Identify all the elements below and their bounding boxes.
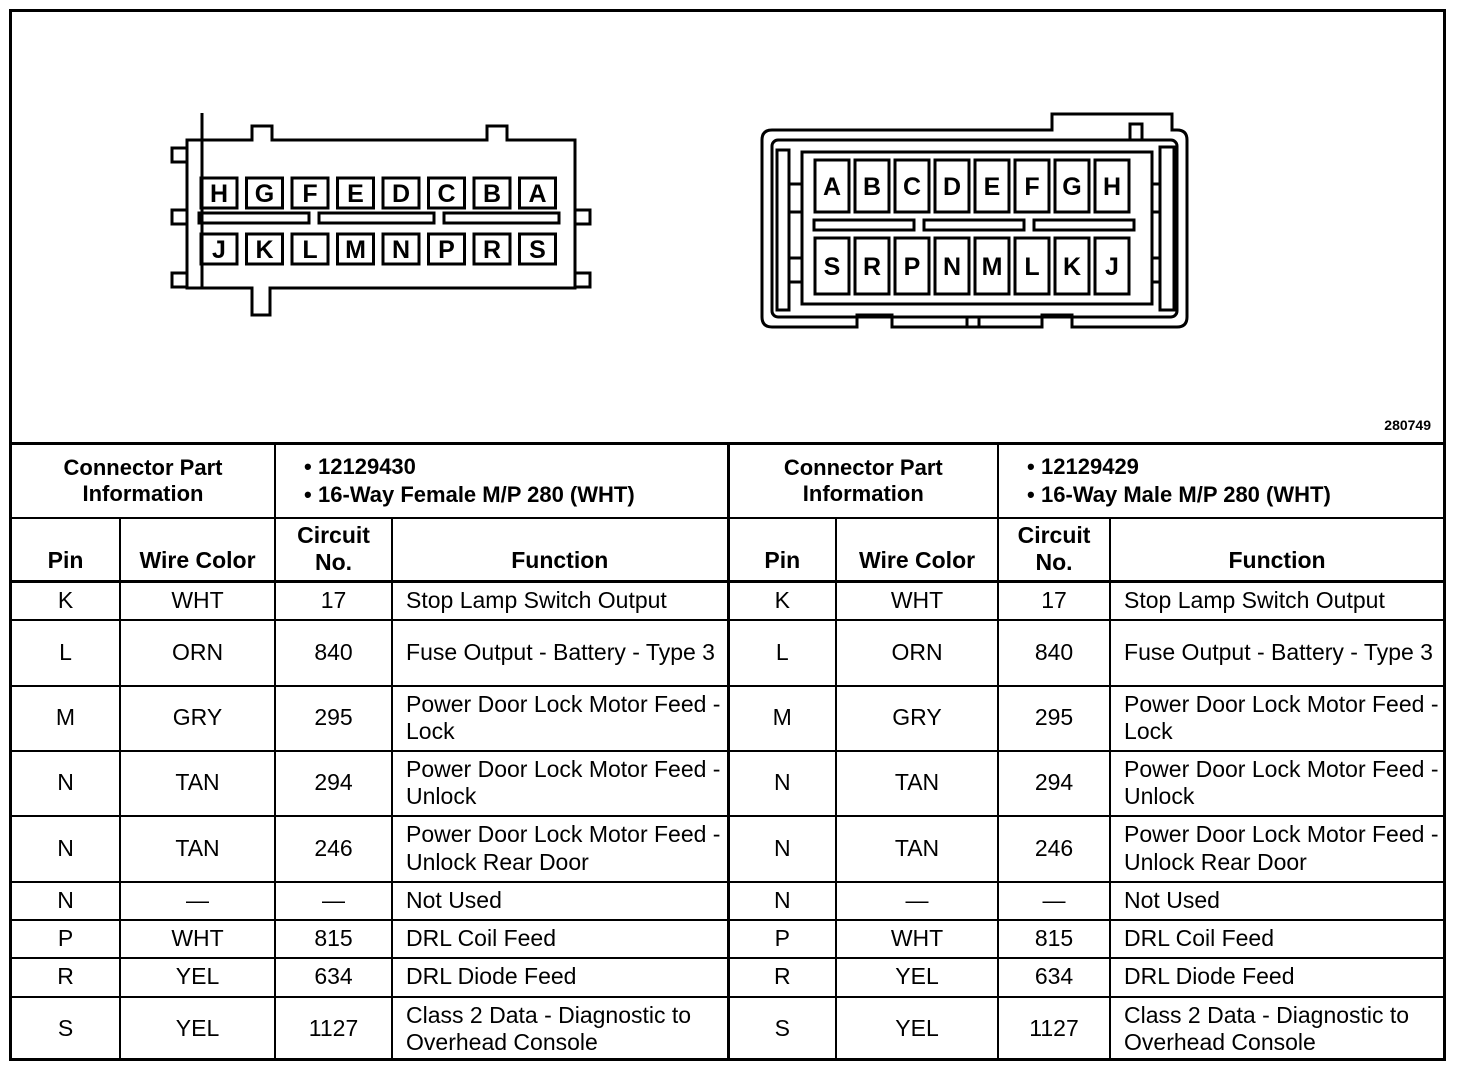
female-pin-bottom-label: N xyxy=(391,236,411,264)
connector-illustrations xyxy=(12,12,1443,442)
left-circuit-cell: 840 xyxy=(275,620,392,686)
left-function-cell: Not Used xyxy=(392,882,728,920)
male-pin-bottom-label: K xyxy=(1062,253,1082,281)
table-row xyxy=(12,882,1443,920)
male-pin-bottom xyxy=(1015,238,1049,294)
male-pin-bottom-label: N xyxy=(942,253,962,281)
female-pin-top-label: B xyxy=(482,180,502,208)
right-wire-color-header: Wire Color xyxy=(836,518,998,582)
left-pin-cell: N xyxy=(12,816,120,882)
left-pin-header: Pin xyxy=(12,518,120,582)
pinout-rows xyxy=(12,582,1443,1061)
male-pin-top xyxy=(935,160,969,212)
column-header-row xyxy=(12,518,1443,582)
right-circuit-cell: 1127 xyxy=(998,997,1110,1061)
left-pin-cell: N xyxy=(12,751,120,816)
left-wire-color-cell: — xyxy=(120,882,275,920)
female-pin-top xyxy=(201,178,237,208)
right-part-number: • 12129429 xyxy=(999,454,1443,480)
female-pin-top xyxy=(383,178,419,208)
right-function-cell: DRL Coil Feed xyxy=(1110,920,1443,958)
right-function-cell: DRL Diode Feed xyxy=(1110,958,1443,997)
right-wire-color-cell: YEL xyxy=(836,997,998,1061)
male-pin-bottom xyxy=(1055,238,1089,294)
right-pin-cell: S xyxy=(728,997,836,1061)
right-wire-color-cell: TAN xyxy=(836,751,998,816)
female-pin-bottom-label: L xyxy=(302,236,318,264)
left-circuit-cell: 815 xyxy=(275,920,392,958)
male-pin-bottom xyxy=(815,238,849,294)
left-circuit-cell: 1127 xyxy=(275,997,392,1061)
right-wire-color-cell: GRY xyxy=(836,686,998,751)
left-wire-color-cell: WHT xyxy=(120,920,275,958)
right-part-info xyxy=(998,444,1443,518)
male-pin-top-label: B xyxy=(862,173,882,201)
left-part-number: • 12129430 xyxy=(276,454,727,480)
left-part-info xyxy=(275,444,728,518)
right-wire-color-cell: WHT xyxy=(836,920,998,958)
right-circuit-cell: — xyxy=(998,882,1110,920)
male-pin-top xyxy=(855,160,889,212)
right-pin-cell: N xyxy=(728,751,836,816)
female-pin-bottom-label: R xyxy=(482,236,502,264)
male-pin-top-label: G xyxy=(1062,173,1082,201)
left-circuit-cell: 294 xyxy=(275,751,392,816)
female-pin-bottom xyxy=(338,234,374,264)
female-pin-bottom xyxy=(201,234,237,264)
left-function-cell: Fuse Output - Battery - Type 3 xyxy=(392,620,728,686)
right-pin-cell: L xyxy=(728,620,836,686)
male-pin-top-label: D xyxy=(942,173,962,201)
female-pin-top-label: C xyxy=(437,180,456,208)
right-connector-description: • 16-Way Male M/P 280 (WHT) xyxy=(999,482,1443,508)
right-function-cell: Power Door Lock Motor Feed - Lock xyxy=(1110,686,1443,751)
female-pin-bottom xyxy=(474,234,510,264)
left-pin-cell: K xyxy=(12,582,120,620)
female-pin-top xyxy=(247,178,283,208)
male-pin-top xyxy=(1055,160,1089,212)
right-function-header: Function xyxy=(1110,518,1443,582)
right-circuit-cell: 17 xyxy=(998,582,1110,620)
male-pin-top-label: A xyxy=(822,173,842,201)
female-pin-top-label: E xyxy=(347,180,364,208)
right-wire-color-cell: ORN xyxy=(836,620,998,686)
right-function-cell: Power Door Lock Motor Feed - Unlock Rear Door xyxy=(1110,816,1443,882)
female-pin-top xyxy=(429,178,465,208)
table-row xyxy=(12,620,1443,686)
left-circuit-cell: — xyxy=(275,882,392,920)
figure-number: 280749 xyxy=(1384,417,1431,433)
right-circuit-cell: 246 xyxy=(998,816,1110,882)
male-pin-bottom-label: P xyxy=(903,253,921,281)
male-pin-bottom xyxy=(895,238,929,294)
female-pin-top xyxy=(338,178,374,208)
female-connector-pins xyxy=(201,178,556,264)
left-pin-cell: P xyxy=(12,920,120,958)
male-pin-bottom xyxy=(935,238,969,294)
left-function-header: Function xyxy=(392,518,728,582)
female-pin-top-label: D xyxy=(391,180,411,208)
right-pin-cell: P xyxy=(728,920,836,958)
right-circuit-header: Circuit No. xyxy=(998,518,1110,582)
left-circuit-cell: 17 xyxy=(275,582,392,620)
right-pin-cell: N xyxy=(728,816,836,882)
table-row xyxy=(12,997,1443,1061)
left-wire-color-cell: ORN xyxy=(120,620,275,686)
female-pin-top-label: G xyxy=(254,180,275,208)
female-pin-bottom xyxy=(292,234,328,264)
male-pin-bottom-label: L xyxy=(1024,253,1040,281)
male-pin-bottom-label: M xyxy=(981,253,1003,281)
female-pin-top-label: A xyxy=(528,180,547,208)
male-pin-top-label: H xyxy=(1102,173,1122,201)
male-pin-top xyxy=(895,160,929,212)
female-pin-top xyxy=(474,178,510,208)
table-row xyxy=(12,686,1443,751)
right-wire-color-cell: YEL xyxy=(836,958,998,997)
table-row xyxy=(12,920,1443,958)
connector-info-row xyxy=(12,444,1443,518)
right-circuit-cell: 294 xyxy=(998,751,1110,816)
female-pin-bottom-label: S xyxy=(529,236,546,264)
right-circuit-cell: 815 xyxy=(998,920,1110,958)
female-pin-bottom xyxy=(429,234,465,264)
female-pin-bottom-label: J xyxy=(212,236,226,264)
right-wire-color-cell: WHT xyxy=(836,582,998,620)
left-circuit-header: Circuit No. xyxy=(275,518,392,582)
male-pin-top-label: C xyxy=(902,173,922,201)
right-pin-cell: K xyxy=(728,582,836,620)
male-pin-top-label: E xyxy=(983,173,1001,201)
left-pin-cell: N xyxy=(12,882,120,920)
male-pin-bottom xyxy=(855,238,889,294)
right-wire-color-cell: TAN xyxy=(836,816,998,882)
left-pin-cell: L xyxy=(12,620,120,686)
left-function-cell: Power Door Lock Motor Feed - Unlock Rear Door xyxy=(392,816,728,882)
left-wire-color-cell: GRY xyxy=(120,686,275,751)
left-wire-color-cell: TAN xyxy=(120,751,275,816)
female-pin-bottom xyxy=(383,234,419,264)
left-wire-color-cell: TAN xyxy=(120,816,275,882)
left-circuit-cell: 295 xyxy=(275,686,392,751)
table-row xyxy=(12,582,1443,620)
table-row xyxy=(12,958,1443,997)
right-function-cell: Class 2 Data - Diagnostic to Overhead Console xyxy=(1110,997,1443,1061)
left-wire-color-cell: YEL xyxy=(120,958,275,997)
right-function-cell: Stop Lamp Switch Output xyxy=(1110,582,1443,620)
left-wire-color-cell: YEL xyxy=(120,997,275,1061)
right-info-label: Connector Part Information xyxy=(728,444,998,518)
right-function-cell: Power Door Lock Motor Feed - Unlock xyxy=(1110,751,1443,816)
female-pin-top-label: H xyxy=(209,180,229,208)
male-pin-bottom-label: S xyxy=(823,253,841,281)
male-pin-top xyxy=(815,160,849,212)
female-pin-bottom-label: P xyxy=(438,236,455,264)
right-circuit-cell: 634 xyxy=(998,958,1110,997)
left-pin-cell: M xyxy=(12,686,120,751)
left-wire-color-cell: WHT xyxy=(120,582,275,620)
female-pin-top xyxy=(520,178,556,208)
male-pin-bottom-label: R xyxy=(862,253,882,281)
left-pin-cell: S xyxy=(12,997,120,1061)
left-function-cell: Stop Lamp Switch Output xyxy=(392,582,728,620)
right-pin-header: Pin xyxy=(728,518,836,582)
right-function-cell: Not Used xyxy=(1110,882,1443,920)
female-pin-bottom-label: M xyxy=(345,236,366,264)
right-circuit-cell: 295 xyxy=(998,686,1110,751)
female-pin-top xyxy=(292,178,328,208)
male-pin-bottom xyxy=(975,238,1009,294)
male-pin-top xyxy=(1015,160,1049,212)
left-function-cell: DRL Coil Feed xyxy=(392,920,728,958)
male-pin-bottom xyxy=(1095,238,1129,294)
left-circuit-cell: 634 xyxy=(275,958,392,997)
connector-pinout-sheet xyxy=(9,9,1446,1061)
left-circuit-cell: 246 xyxy=(275,816,392,882)
left-info-label: Connector Part Information xyxy=(12,444,275,518)
female-pin-bottom xyxy=(247,234,283,264)
connector-diagram-area xyxy=(12,12,1443,442)
female-pin-top-label: F xyxy=(302,180,318,208)
female-pin-bottom-label: K xyxy=(255,236,274,264)
right-pin-cell: R xyxy=(728,958,836,997)
female-pin-bottom xyxy=(520,234,556,264)
right-pin-cell: M xyxy=(728,686,836,751)
left-function-cell: Class 2 Data - Diagnostic to Overhead Console xyxy=(392,997,728,1061)
male-connector-pins xyxy=(815,160,1129,294)
female-connector xyxy=(172,113,590,315)
table-row xyxy=(12,816,1443,882)
pinout-table xyxy=(12,442,1443,1061)
left-pin-cell: R xyxy=(12,958,120,997)
right-pin-cell: N xyxy=(728,882,836,920)
right-circuit-cell: 840 xyxy=(998,620,1110,686)
right-function-cell: Fuse Output - Battery - Type 3 xyxy=(1110,620,1443,686)
left-connector-description: • 16-Way Female M/P 280 (WHT) xyxy=(276,482,727,508)
male-pin-bottom-label: J xyxy=(1105,253,1119,281)
left-wire-color-header: Wire Color xyxy=(120,518,275,582)
male-pin-top-label: F xyxy=(1024,173,1040,201)
table-row xyxy=(12,751,1443,816)
left-function-cell: Power Door Lock Motor Feed - Unlock xyxy=(392,751,728,816)
male-pin-top xyxy=(1095,160,1129,212)
right-wire-color-cell: — xyxy=(836,882,998,920)
left-function-cell: Power Door Lock Motor Feed - Lock xyxy=(392,686,728,751)
male-pin-top xyxy=(975,160,1009,212)
left-function-cell: DRL Diode Feed xyxy=(392,958,728,997)
